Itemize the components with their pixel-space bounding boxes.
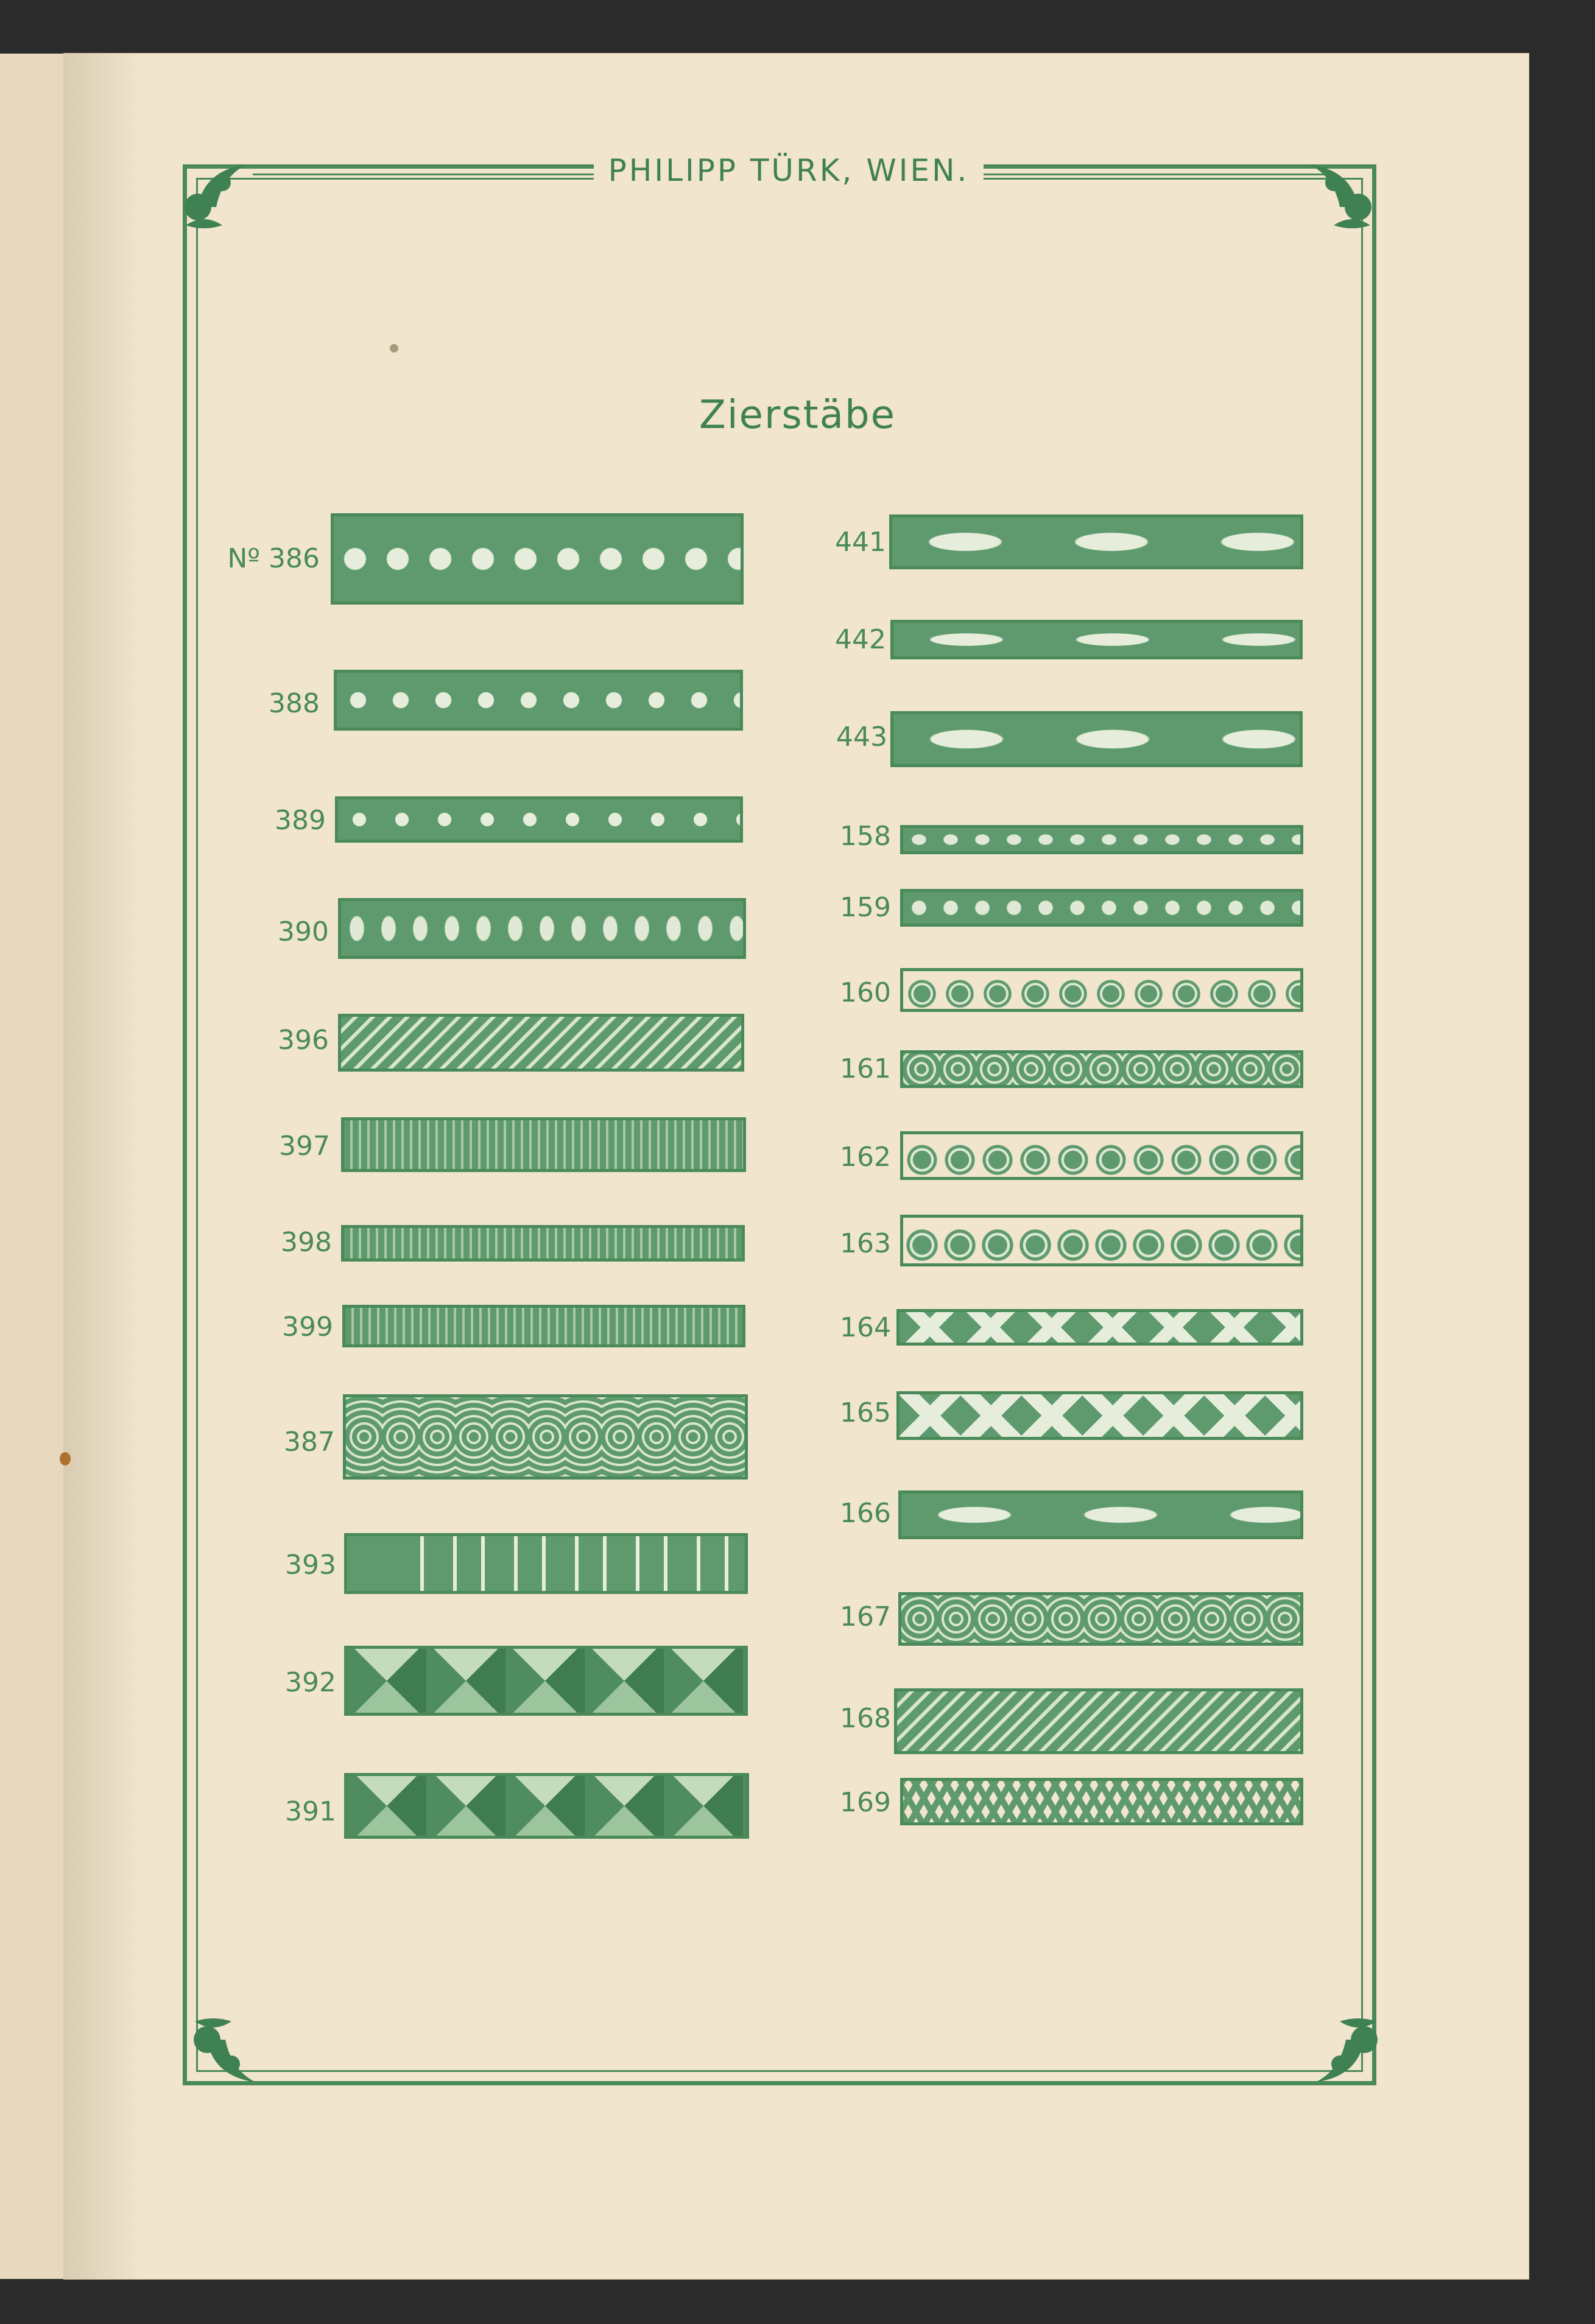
item-label-166: 166 — [840, 1498, 891, 1529]
facing-page-edge — [0, 54, 64, 2279]
molding-sample-399 — [342, 1305, 745, 1347]
molding-sample-162 — [900, 1131, 1303, 1180]
molding-sample-396 — [338, 1014, 744, 1072]
paper-spot — [60, 1452, 71, 1466]
item-label-393: 393 — [285, 1550, 336, 1581]
molding-sample-442 — [890, 620, 1303, 659]
header-rule-left — [253, 166, 594, 175]
item-label-442: 442 — [835, 624, 886, 655]
item-label-164: 164 — [840, 1312, 891, 1343]
item-label-387: 387 — [284, 1427, 335, 1458]
molding-sample-388 — [334, 670, 743, 731]
corner-ornament-top-right-icon — [1291, 146, 1382, 237]
molding-sample-398 — [341, 1225, 745, 1262]
molding-sample-165 — [896, 1391, 1303, 1440]
molding-sample-386 — [331, 513, 744, 605]
corner-ornament-bottom-right-icon — [1297, 2009, 1389, 2101]
molding-sample-158 — [900, 825, 1303, 854]
corner-ornament-bottom-left-icon — [183, 2009, 274, 2101]
molding-sample-169 — [900, 1778, 1303, 1825]
molding-sample-160 — [900, 968, 1303, 1012]
item-label-388: 388 — [269, 688, 320, 719]
header-band — [253, 146, 1325, 195]
molding-sample-168 — [894, 1688, 1303, 1754]
item-label-443: 443 — [836, 721, 887, 753]
corner-ornament-top-left-icon — [174, 146, 265, 237]
paper-spot — [390, 344, 398, 353]
molding-sample-387 — [343, 1394, 748, 1480]
item-label-397: 397 — [279, 1131, 330, 1162]
item-label-390: 390 — [278, 916, 329, 947]
item-label-441: 441 — [835, 527, 886, 558]
molding-sample-166 — [898, 1490, 1303, 1539]
molding-sample-392 — [344, 1646, 748, 1716]
molding-sample-441 — [889, 514, 1303, 569]
page-gutter — [64, 54, 137, 2279]
molding-sample-163 — [900, 1215, 1303, 1266]
page-title: Zierstäbe — [699, 393, 896, 438]
molding-sample-391 — [344, 1773, 749, 1839]
item-label-165: 165 — [840, 1397, 891, 1428]
item-label-396: 396 — [278, 1025, 329, 1056]
item-label-167: 167 — [840, 1601, 891, 1632]
header-title: PHILIPP TÜRK, WIEN. — [594, 153, 984, 188]
molding-sample-164 — [896, 1309, 1303, 1346]
item-label-162: 162 — [840, 1142, 891, 1173]
molding-sample-159 — [900, 889, 1303, 927]
header-rule-right — [984, 166, 1325, 175]
molding-sample-167 — [898, 1592, 1303, 1646]
molding-sample-161 — [900, 1050, 1303, 1088]
molding-sample-393 — [344, 1533, 748, 1594]
molding-sample-443 — [890, 711, 1303, 767]
molding-sample-390 — [338, 898, 746, 959]
item-label-160: 160 — [840, 977, 891, 1008]
item-label-169: 169 — [840, 1787, 891, 1818]
molding-sample-397 — [341, 1117, 746, 1172]
item-label-391: 391 — [285, 1796, 336, 1827]
item-label-163: 163 — [840, 1228, 891, 1259]
item-label-392: 392 — [285, 1667, 336, 1698]
item-label-161: 161 — [840, 1053, 891, 1084]
item-label-159: 159 — [840, 892, 891, 923]
item-label-168: 168 — [840, 1703, 891, 1734]
item-label-398: 398 — [281, 1227, 332, 1258]
item-label-389: 389 — [275, 805, 326, 836]
item-label-386: Nº 386 — [227, 543, 320, 574]
item-label-399: 399 — [282, 1311, 333, 1343]
item-label-158: 158 — [840, 821, 891, 852]
molding-sample-389 — [335, 796, 743, 843]
